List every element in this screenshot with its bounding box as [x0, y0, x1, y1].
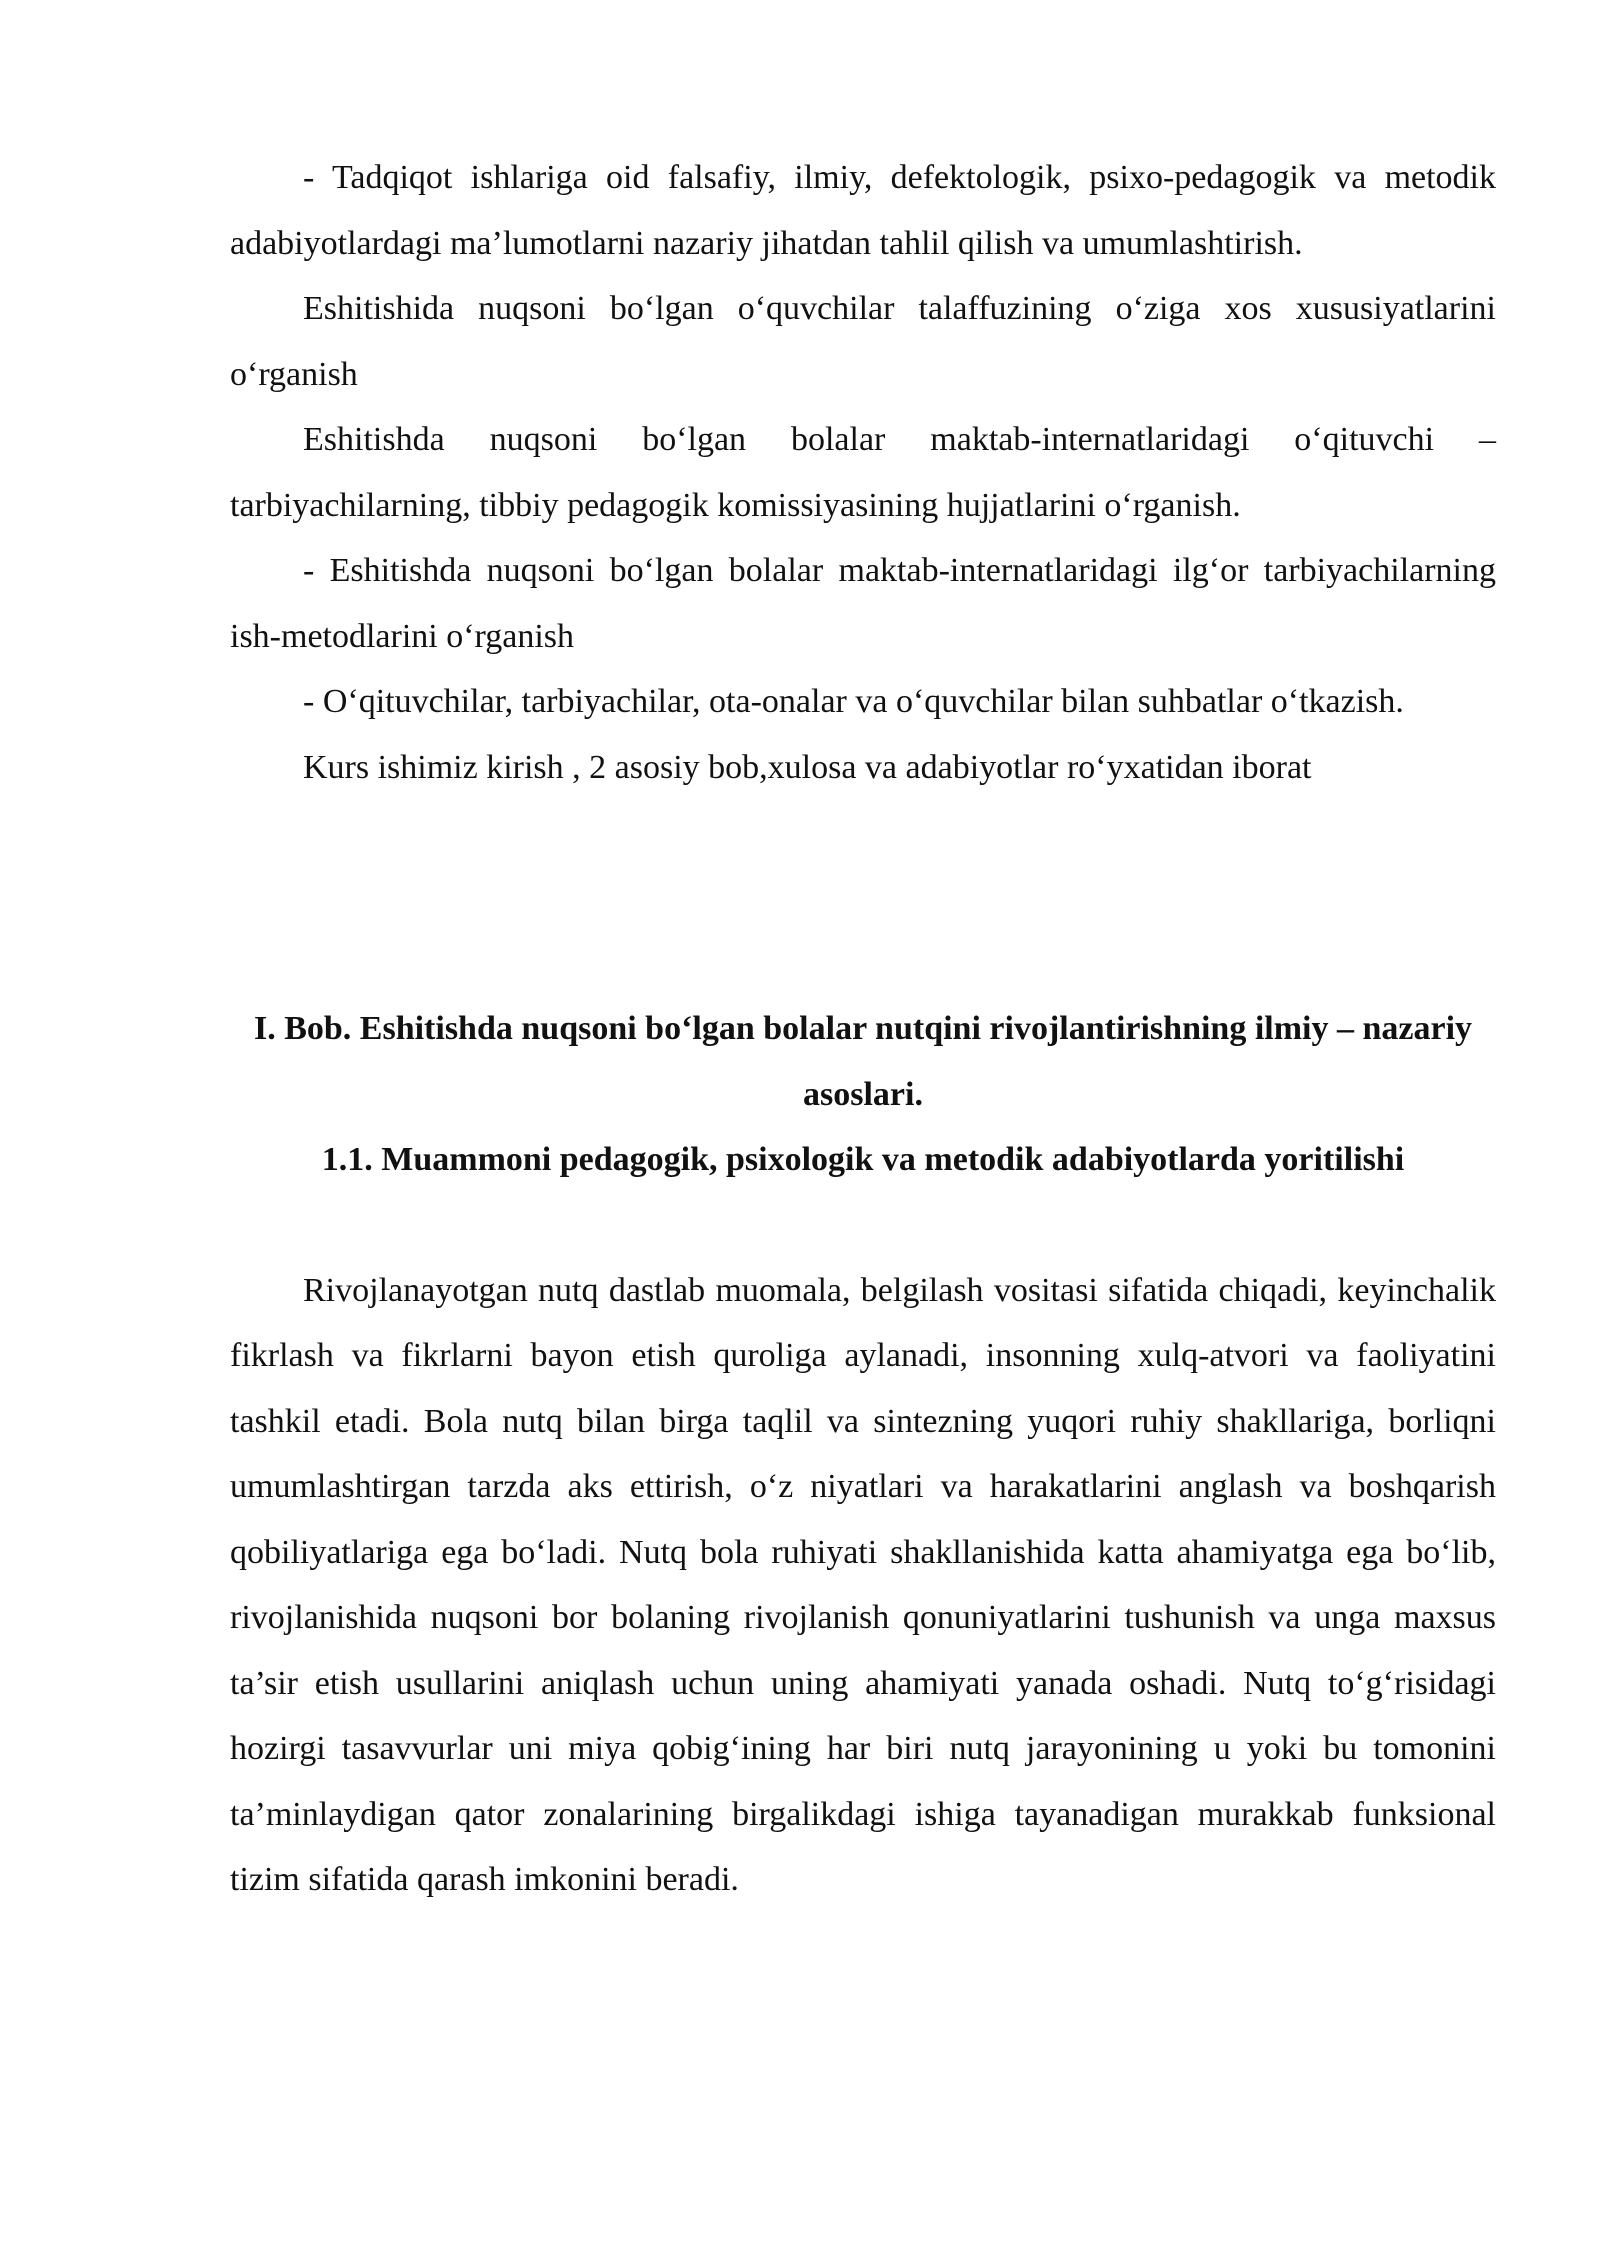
spacer	[230, 1193, 1496, 1258]
intro-paragraph-documents: Eshitishda nuqsoni bo‘lgan bolalar maktab-internatlaridagi o‘qituvchi – tarbiyachilarning, tibbiy pedagogik komissiyasining hujjatlarini o‘rganish.	[230, 421, 1496, 524]
document-page	[230, 145, 1496, 1913]
intro-paragraph-structure: Kurs ishimiz kirish , 2 asosiy bob,xulosa va adabiyotlar ro‘yxatidan iborat	[303, 748, 1312, 786]
intro-paragraph-methods: - Tadqiqot ishlariga oid falsafiy, ilmiy, defektologik, psixo-pedagogik va metodik adabiyotlardagi ma’lumotlarni nazariy jihatdan tahlil qilish va umumlashtirish.	[230, 159, 1496, 262]
body-paragraph: Rivojlanayotgan nutq dastlab muomala, belgilash vositasi sifatida chiqadi, keyinchalik fikrlash va fikrlarni bayon etish quroliga aylanadi, insonning xulq-atvori va faoliyatini tashkil etadi. Bola nutq bilan birga taqlil va sintezning yuqori ruhiy shakllariga, borliqni umumlashtirgan tarzda aks ettirish, o‘z niyatlari va harakatlarini anglash va boshqarish qobiliyatlariga ega bo‘ladi. Nutq bola ruhiyati shakllanishida katta ahamiyatga ega bo‘lib, rivojlanishida nuqsoni bor bolaning rivojlanish qonuniyatlarini tushunish va unga maxsus ta’sir etish usullarini aniqlash uchun uning ahamiyati yanada oshadi. Nutq to‘g‘risidagi hozirgi tasavvurlar uni miya qobig‘ining har biri nutq jarayonining u yoki bu tomonini ta’minlaydigan qator zonalarining birgalikdagi ishiga tayanadigan murakkab funksional tizim sifatida qarash imkonini beradi.	[230, 1271, 1496, 1898]
spacer	[230, 800, 1496, 996]
intro-paragraph-teaching-methods: - Eshitishda nuqsoni bo‘lgan bolalar maktab-internatlaridagi ilg‘or tarbiyachilarning ish-metodlarini o‘rganish	[230, 552, 1496, 655]
chapter-title: I. Bob. Eshitishda nuqsoni bo‘lgan bolalar nutqini rivojlantirishning ilmiy – nazariy asoslari.	[253, 1010, 1473, 1113]
section-title: 1.1. Muammoni pedagogik, psixologik va metodik adabiyotlarda yoritilishi	[321, 1141, 1405, 1178]
intro-paragraph-pronunciation: Eshitishida nuqsoni bo‘lgan o‘quvchilar talaffuzining o‘ziga xos xususiyatlarini o‘rganish	[230, 290, 1496, 393]
intro-paragraph-interviews: - O‘qituvchilar, tarbiyachilar, ota-onalar va o‘quvchilar bilan suhbatlar o‘tkazish.	[303, 683, 1404, 720]
